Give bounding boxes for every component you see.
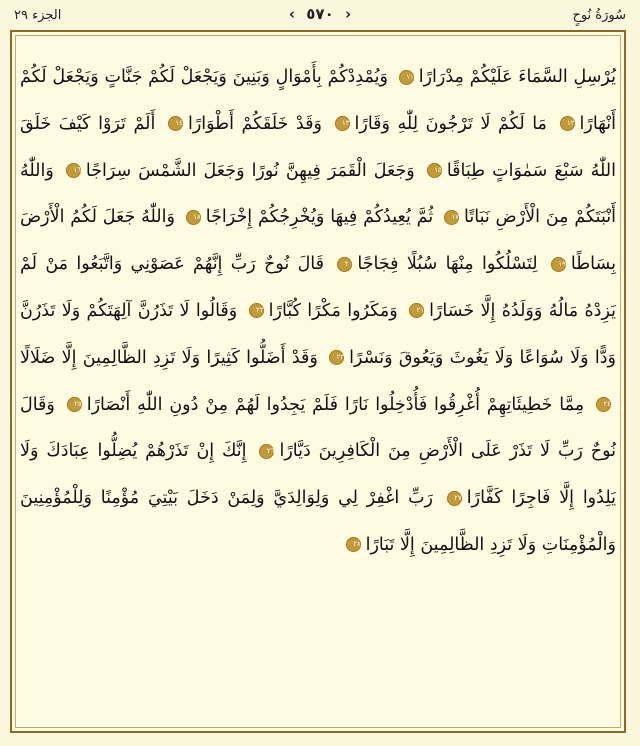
ayah-number-marker: ١٨ [186,210,201,225]
ayah-number-marker: ١٧ [444,210,459,225]
ayah-number-marker: ٢٢ [249,303,264,318]
top-bar [0,0,640,30]
ayah-number-marker: ٢٥ [67,397,82,412]
verse-text: وَقَدْ أَضَلُّوا كَثِيرًا وَلَا تَزِدِ الظَّالِمِينَ إِلَّا ضَلَالًا [20,347,318,368]
ayah-number-marker: ٢٨ [346,537,361,552]
verse-text: وَقَدْ خَلَقَكُمْ أَطْوَارًا [187,113,322,134]
page-number: ٥٧٠ [306,5,334,23]
verse-text: وَاللّٰهُ جَعَلَ لَكُمُ الْأَرْضَ بِسَاطًا [20,207,616,275]
verse-text: قَالَ نُوحٌ رَبِّ إِنَّهُمْ عَصَوْنِي وَاتَّبَعُوا مَنْ لَمْ يَزِدْهُ مَالُهُ وَوَلَدُهُ إِلَّا خَسَارًا [20,254,616,321]
ayah-number-marker: ١٩ [551,257,566,272]
verse-text: رَبِّ اغْفِرْ لِي وَلِوَالِدَيَّ وَلِمَنْ دَخَلَ بَيْتِيَ مُؤْمِنًا وَلِلْمُؤْمِنِينَ وَالْمُؤْمِنَاتِ وَلَا تَزِدِ الظَّالِمِينَ إِلَّا تَبَارًا [20,488,616,555]
ayah-number-marker: ٢١ [409,303,424,318]
verse-text: أَلَمْ تَرَوْا كَيْفَ خَلَقَ اللّٰهُ سَبْعَ سَمٰوَاتٍ طِبَاقًا [20,113,616,181]
ayah-number-marker: ١٢ [560,116,575,131]
juz-label: الجزء ٢٩ [14,8,62,23]
verse-text: وَيُمْدِدْكُمْ بِأَمْوَالٍ وَبَنِينَ وَيَجْعَلْ لَكُمْ جَنَّاتٍ وَيَجْعَلْ لَكُمْ أَنْهَارًا [20,67,616,134]
verse-text: إِنَّكَ إِنْ تَذَرْهُمْ يُضِلُّوا عِبَادَكَ وَلَا يَلِدُوا إِلَّا فَاجِرًا كَفَّارًا [20,441,616,509]
ayah-number-marker: ٢٣ [329,350,344,365]
surah-name: سُورَةُ نُوحٍ [572,8,626,23]
verse-text: مِمَّا خَطِيئَاتِهِمْ أُغْرِقُوا فَأُدْخِلُوا نَارًا فَلَمْ يَجِدُوا لَهُمْ مِنْ دُونِ اللّٰهِ أَنْصَارًا [86,394,585,415]
ayah-number-marker: ١٦ [66,163,81,178]
verse-text: ثُمَّ يُعِيدُكُمْ فِيهَا وَيُخْرِجُكُمْ إِخْرَاجًا [205,207,434,228]
verse-text: وَجَعَلَ الْقَمَرَ فِيهِنَّ نُورًا وَجَعَلَ الشَّمْسَ سِرَاجًا [85,160,415,181]
verse-text: وَقَالَ نُوحٌ رَبِّ لَا تَذَرْ عَلَى الْأَرْضِ مِنَ الْكَافِرِينَ دَيَّارًا [20,394,616,462]
ayah-number-marker: ١٣ [335,116,350,131]
ayah-number-marker: ٢٤ [596,397,611,412]
ayah-number-marker: ٢٧ [447,491,462,506]
verse-text: وَقَالُوا لَا تَذَرُنَّ آلِهَتَكُمْ وَلَا تَذَرُنَّ وَدًّا وَلَا سُوَاعًا وَلَا يَغُوثَ وَيَعُوقَ وَنَسْرًا [20,300,616,368]
verse-text: مَا لَكُمْ لَا تَرْجُونَ لِلّٰهِ وَقَارًا [354,113,547,134]
ayah-number-marker: ١١ [399,70,414,85]
ayah-number-marker: ٢٠ [337,257,352,272]
page-navigation [0,5,640,23]
verse-text: يُرْسِلِ السَّمَاءَ عَلَيْكُمْ مِدْرَارًا [418,67,616,87]
verse-text: لِتَسْلُكُوا مِنْهَا سُبُلًا فِجَاجًا [357,254,538,275]
prev-page-arrow[interactable]: ‹ [288,5,296,23]
verse-text: وَمَكَرُوا مَكْرًا كُبَّارًا [268,300,398,321]
ayah-number-marker: ٢٦ [259,444,274,459]
ayah-number-marker: ١٥ [427,163,442,178]
verse-text: وَاللّٰهُ أَنْبَتَكُمْ مِنَ الْأَرْضِ نَبَاتًا [20,160,616,228]
ayah-number-marker: ١٤ [168,116,183,131]
quran-page-text [20,54,616,569]
next-page-arrow[interactable]: › [344,5,352,23]
page-frame [10,30,626,733]
